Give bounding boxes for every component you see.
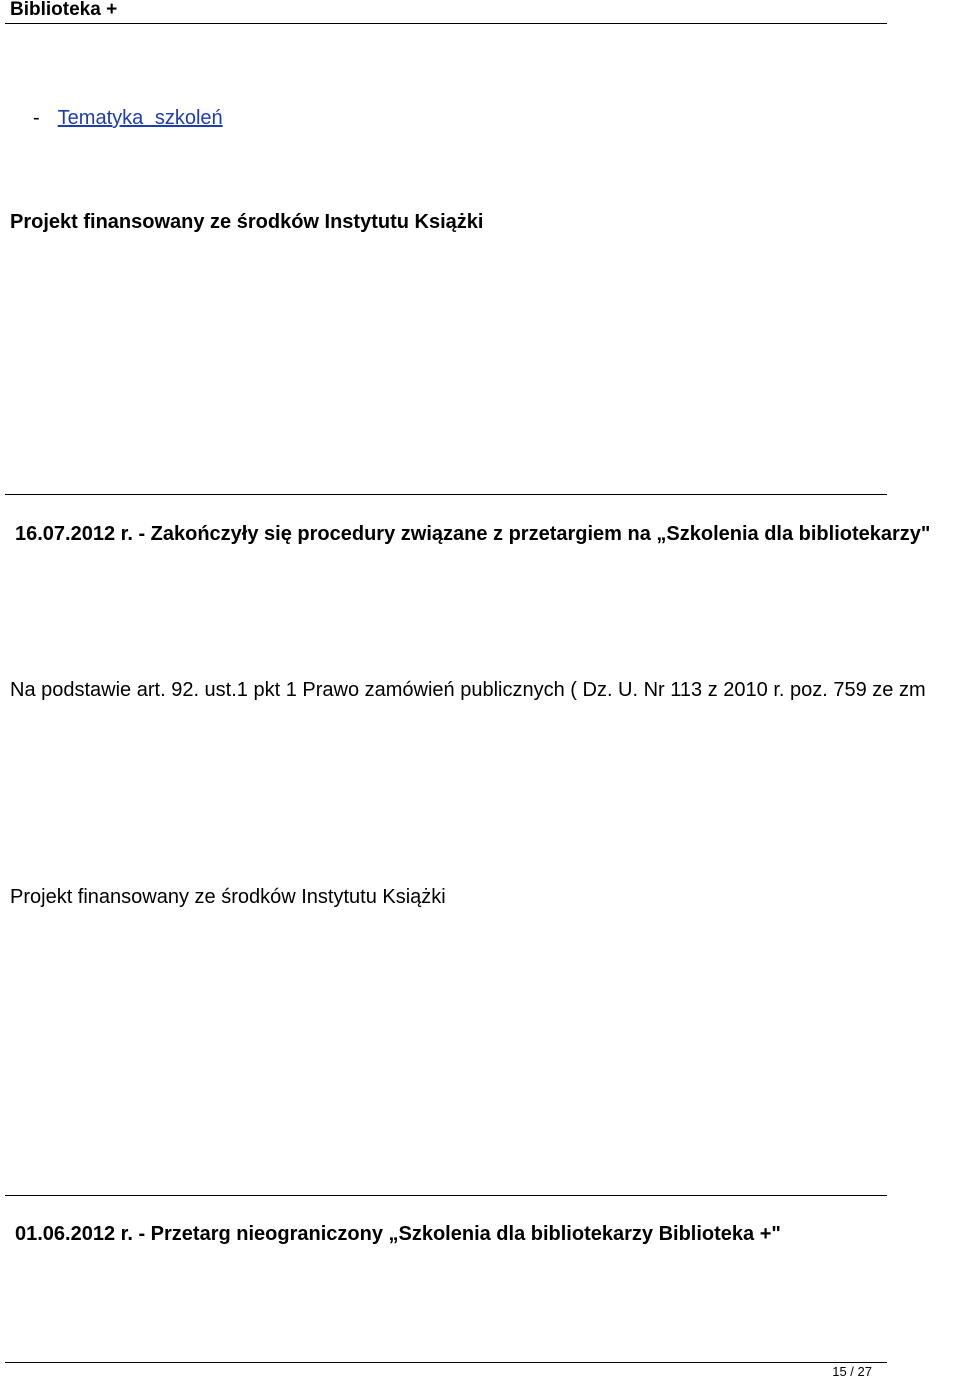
section-divider [5,494,887,495]
section-divider [5,1195,887,1196]
topics-link[interactable]: Tematyka szkoleń [57,107,223,129]
news-body-text: Na podstawie art. 92. ust.1 pkt 1 Prawo zamówień publicznych ( Dz. U. Nr 113 z 2010 r. poz. 759 ze zm [10,679,926,701]
news-heading: 16.07.2012 r. - Zakończyły się procedury związane z przetargiem na „Szkolenia dla bibliotekarzy" [15,523,931,545]
funding-note: Projekt finansowany ze środków Instytutu Książki [10,886,446,908]
page-header-title: Biblioteka + [10,0,118,20]
news-heading: 01.06.2012 r. - Przetarg nieograniczony „Szkolenia dla bibliotekarzy Biblioteka +" [15,1223,781,1245]
list-bullet: - [33,107,40,129]
topics-list-item [33,106,223,130]
page-number: 15 / 27 [832,1364,872,1379]
funding-note: Projekt finansowany ze środków Instytutu Książki [10,211,484,233]
header-divider [5,23,887,24]
footer-divider [5,1362,887,1363]
